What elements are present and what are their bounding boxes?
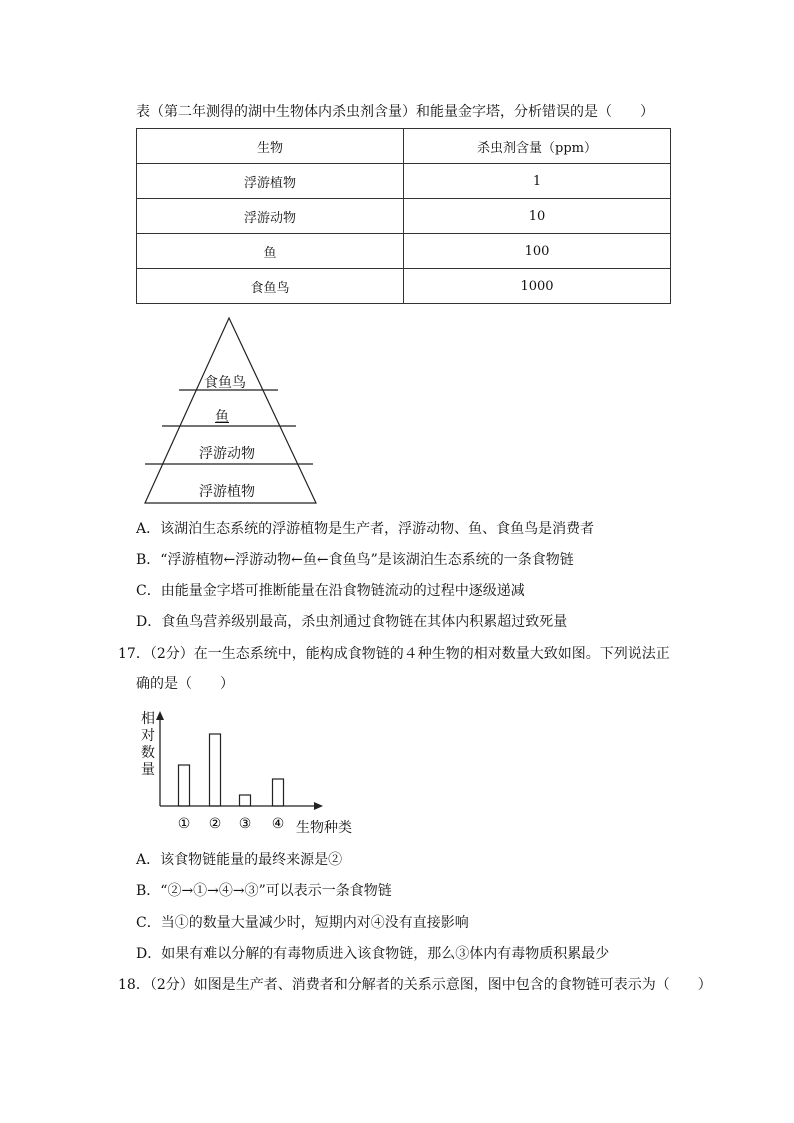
table-cell: 鱼 [137, 234, 404, 269]
option-b: B．“②→①→④→③”可以表示一条食物链 [136, 883, 392, 899]
question-17: 17．（2分）在一生态系统中，能构成食物链的４种生物的相对数量大致如图。下列说法正 [118, 646, 670, 662]
table-cell: 100 [404, 234, 671, 269]
option-d: D．食鱼鸟营养级别最高，杀虫剂通过食物链在其体内积累超过致死量 [136, 614, 568, 630]
table-cell: 食鱼鸟 [137, 269, 404, 304]
option-c: C．由能量金字塔可推断能量在沿食物链流动的过程中逐级递减 [136, 583, 525, 599]
pyramid-level-label: 浮游动物 [199, 446, 255, 462]
category-label: ④ [271, 816, 285, 832]
pyramid-outline [145, 318, 316, 503]
option-a: A．该食物链能量的最终来源是② [136, 852, 343, 868]
bar-1 [179, 765, 190, 806]
pyramid-level-label: 鱼 [215, 409, 229, 425]
pyramid-level-label: 食鱼鸟 [204, 375, 246, 391]
pyramid-level-label: 浮游植物 [199, 484, 255, 500]
question-17-cont: 确的是（ ） [136, 676, 234, 692]
bar-4 [273, 779, 284, 806]
table-cell: 浮游植物 [137, 164, 404, 199]
option-a: A．该湖泊生态系统的浮游植物是生产者，浮游动物、鱼、食鱼鸟是消费者 [136, 521, 595, 537]
table-row [137, 199, 671, 234]
table-header-row [137, 129, 671, 164]
x-axis-label: 生物种类 [296, 820, 352, 836]
category-label: ① [177, 816, 191, 832]
category-label: ② [208, 816, 222, 832]
table-row [137, 164, 671, 199]
bar-3 [240, 795, 251, 806]
energy-pyramid [140, 314, 322, 506]
table-row [137, 234, 671, 269]
question-intro: 表（第二年测得的湖中生物体内杀虫剂含量）和能量金字塔，分析错误的是（ ） [136, 104, 654, 120]
table-header: 杀虫剂含量（ppm） [404, 129, 671, 164]
table-cell: 10 [404, 199, 671, 234]
table-header: 生物 [137, 129, 404, 164]
table-row [137, 269, 671, 304]
question-18: 18．（2分）如图是生产者、消费者和分解者的关系示意图，图中包含的食物链可表示为（ ） [118, 977, 712, 993]
pesticide-table [136, 128, 671, 304]
y-axis-arrow [156, 711, 164, 720]
x-axis-arrow [314, 802, 323, 810]
y-axis-label: 相对数量 [141, 711, 155, 778]
option-c: C．当①的数量大量减少时，短期内对④没有直接影响 [136, 915, 469, 931]
bar-2 [210, 734, 221, 806]
option-d: D．如果有难以分解的有毒物质进入该食物链，那么③体内有毒物质积累最少 [136, 946, 610, 962]
option-b: B．“浮游植物←浮游动物←鱼←食鱼鸟”是该湖泊生态系统的一条食物链 [136, 552, 574, 568]
category-label: ③ [238, 816, 252, 832]
table-cell: 1000 [404, 269, 671, 304]
table-cell: 1 [404, 164, 671, 199]
table-cell: 浮游动物 [137, 199, 404, 234]
